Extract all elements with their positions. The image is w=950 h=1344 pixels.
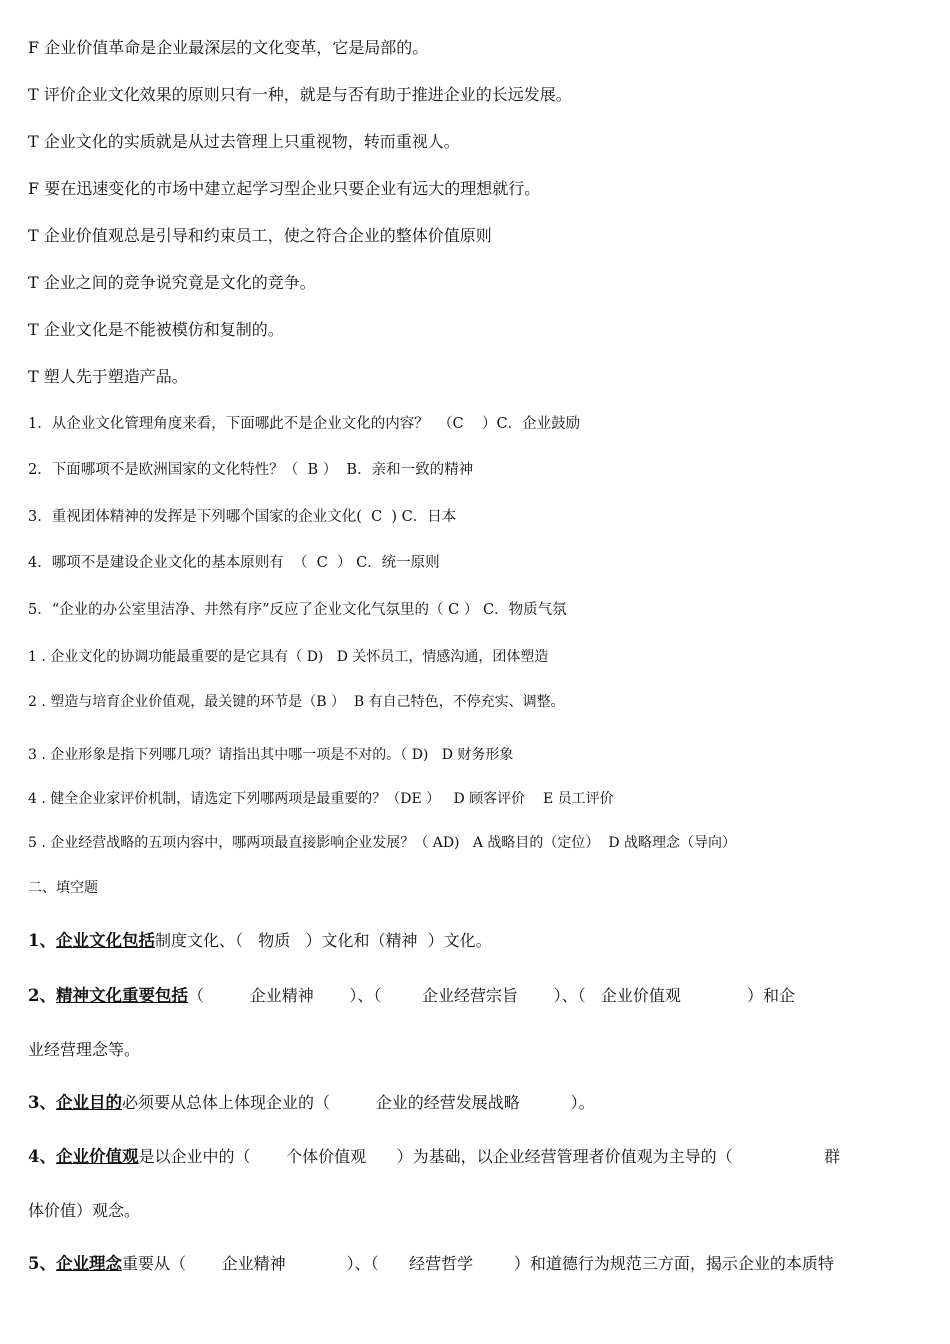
item-text: 重要从（ 企业精神 ）、（ 经营哲学 ）和道德行为规范三方面，揭示企业的本质特 [121,1254,834,1273]
item-number: 2、 [28,986,56,1005]
tf-statement: T 塑人先于塑造产品。 [28,367,188,386]
tf-statement: F 企业价值革命是企业最深层的文化变革，它是局部的。 [28,38,429,57]
single-choice-question: 2．下面哪项不是欧洲国家的文化特性？（ B ） B．亲和一致的精神 [28,462,474,478]
item-number: 3、 [28,1093,56,1112]
item-text: （ 企业精神 ）、（ 企业经营宗旨 ）、（ 企业价值观 ）和企 [187,986,796,1005]
tf-statement: F 要在迅速变化的市场中建立起学习型企业只要企业有远大的理想就行。 [28,179,541,198]
multi-choice-question: 5 . 企业经营战略的五项内容中，哪两项最直接影响企业发展？（ AD) A 战略目的（定位） D 战略理念（导向） [28,835,736,851]
fill-blank-continuation: 业经营理念等。 [28,1040,141,1059]
fill-blank-item [28,1256,834,1273]
key-term: 企业理念 [55,1254,122,1273]
item-text: 是以企业中的（ 个体价值观 ）为基础，以企业经营管理者价值观为主导的（ 群 [138,1147,841,1166]
item-text: 必须要从总体上体现企业的（ 企业的经营发展战略 ）。 [121,1093,595,1112]
key-term: 精神文化重要包括 [55,986,188,1005]
tf-statement: T 企业价值观总是引导和约束员工，使之符合企业的整体价值原则 [28,226,492,245]
tf-statement: T 评价企业文化效果的原则只有一种，就是与否有助于推进企业的长远发展。 [28,85,572,104]
key-term: 企业文化包括 [55,931,155,950]
multi-choice-question: 1 . 企业文化的协调功能最重要的是它具有（ D) D 关怀员工，情感沟通，团体塑造 [28,649,549,665]
tf-statement: T 企业之间的竞争说究竟是文化的竞争。 [28,273,316,292]
fill-blank-item [28,1095,595,1112]
item-number: 1、 [28,931,56,950]
fill-blank-item [28,988,795,1005]
item-number: 4、 [28,1147,56,1166]
multi-choice-question: 3 . 企业形象是指下列哪几项？请指出其中哪一项是不对的。（ D) D 财务形象 [28,747,514,763]
multi-choice-question: 4 . 健全企业家评价机制，请选定下列哪两项是最重要的？（DE ） D 顾客评价 E 员工评价 [28,791,614,807]
single-choice-question: 5．“企业的办公室里洁净、井然有序”反应了企业文化气氛里的（ C ） C．物质气氛 [28,602,567,618]
item-text: 制度文化、（ 物质 ）文化和（精神 ）文化。 [154,931,492,950]
section-title: 二、填空题 [28,880,98,896]
key-term: 企业目的 [55,1093,122,1112]
multi-choice-question: 2 . 塑造与培育企业价值观，最关键的环节是（B ） B 有自己特色，不停充实、调整。 [28,694,565,710]
tf-statement: T 企业文化的实质就是从过去管理上只重视物，转而重视人。 [28,132,460,151]
fill-blank-continuation: 体价值）观念。 [28,1201,141,1220]
fill-blank-item [28,1149,840,1166]
item-number: 5、 [28,1254,56,1273]
key-term: 企业价值观 [55,1147,139,1166]
single-choice-question: 3．重视团体精神的发挥是下列哪个国家的企业文化( C ) C．日本 [28,509,457,525]
fill-blank-item [28,933,492,950]
tf-statement: T 企业文化是不能被模仿和复制的。 [28,320,284,339]
single-choice-question: 4．哪项不是建设企业文化的基本原则有 （ C ） C．统一原则 [28,555,440,571]
single-choice-question: 1．从企业文化管理角度来看，下面哪此不是企业文化的内容？ （C ）C．企业鼓励 [28,416,581,432]
